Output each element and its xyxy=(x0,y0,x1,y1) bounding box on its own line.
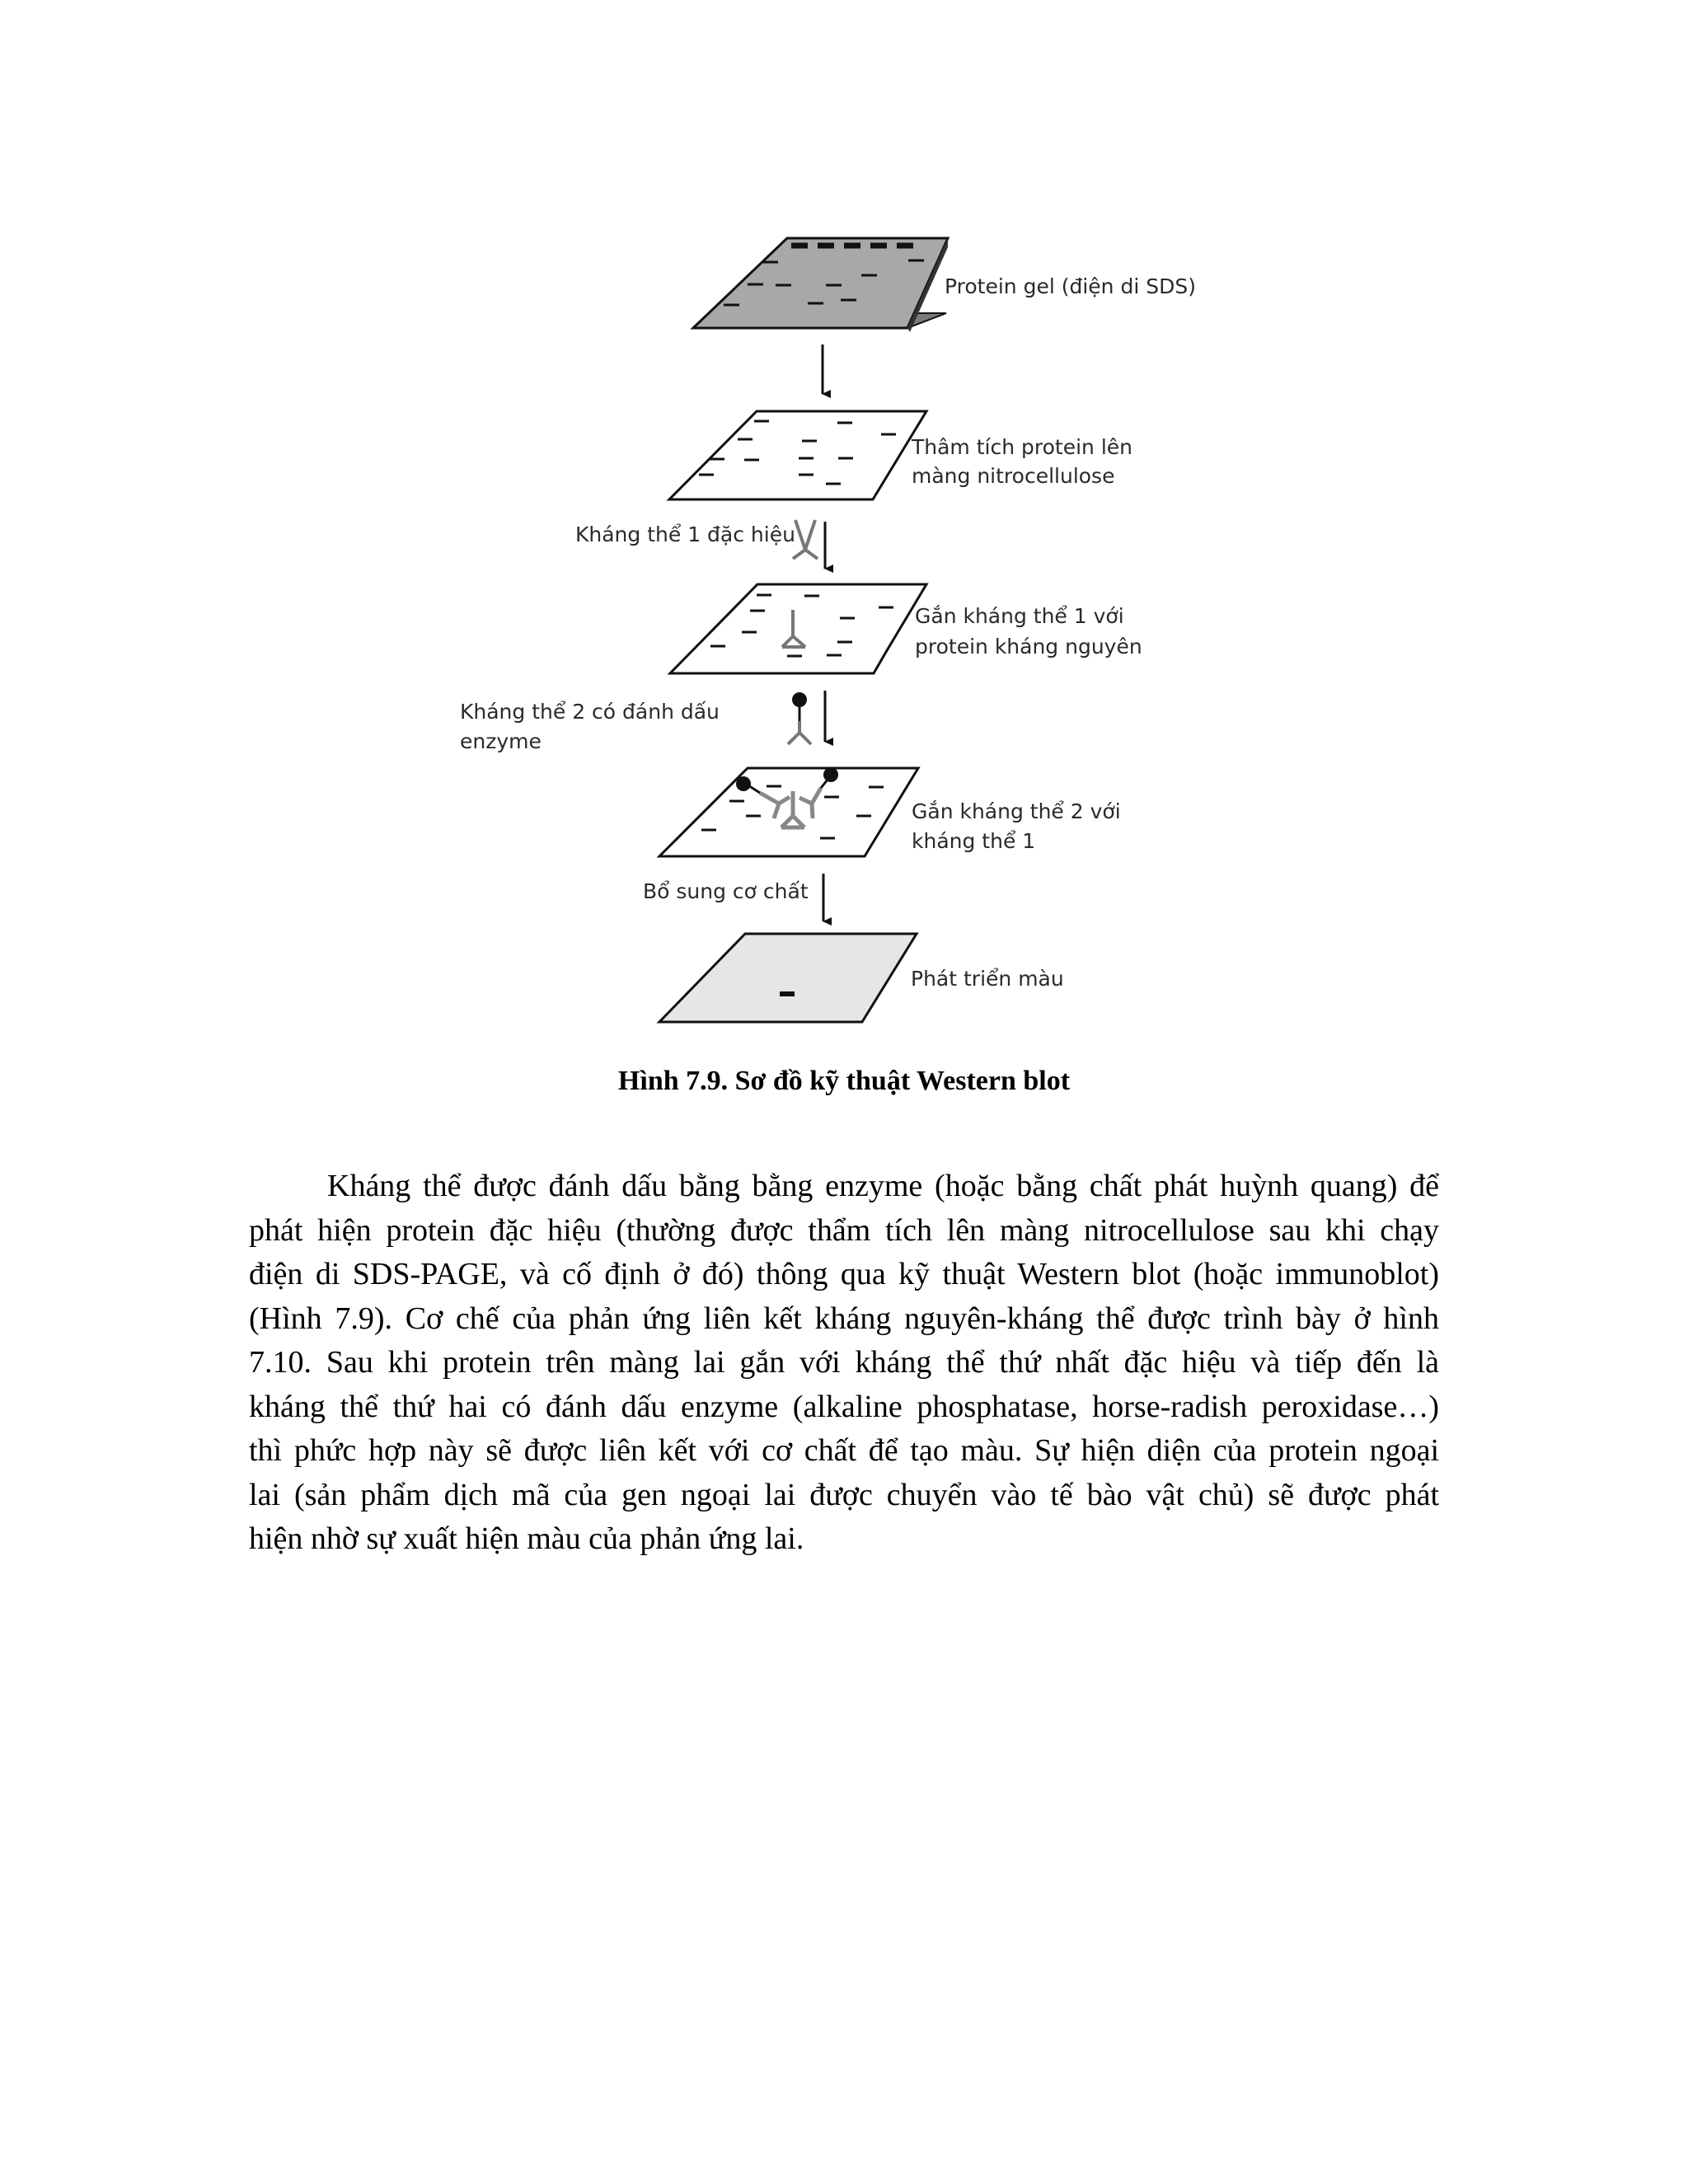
bind2-label-line1: Gắn kháng thể 2 với xyxy=(912,799,1121,823)
western-blot-diagram xyxy=(0,0,1688,1038)
membrane-secondary-bound xyxy=(659,767,918,856)
gel-label: Protein gel (điện di SDS) xyxy=(945,274,1196,298)
paragraph-line: (Hình 7.9). Cơ chế của phản ứng liên kết kháng nguyên-kháng thể được trình bày ở hình xyxy=(249,1301,1439,1336)
ab2-label-line2: enzyme xyxy=(460,729,542,753)
bind1-label-line1: Gắn kháng thể 1 với xyxy=(915,604,1124,628)
membrane-primary-bound xyxy=(670,584,926,673)
protein-gel xyxy=(693,238,948,332)
blot-label-line1: Thâm tích protein lên xyxy=(912,435,1133,459)
blot-label-line2: màng nitrocellulose xyxy=(912,464,1115,488)
substrate-label: Bổ sung cơ chất xyxy=(643,879,809,903)
paragraph-line: 7.10. Sau khi protein trên màng lai gắn với kháng thể thứ nhất đặc hiệu và tiếp đến là xyxy=(249,1345,1439,1380)
ab2-label-line1: Kháng thể 2 có đánh dấu xyxy=(460,700,720,724)
body-paragraph xyxy=(249,1165,1439,1562)
paragraph-line: Kháng thể được đánh dấu bằng bằng enzyme (hoặc bằng chất phát huỳnh quang) để xyxy=(327,1169,1439,1203)
figure-caption: Hình 7.9. Sơ đồ kỹ thuật Western blot xyxy=(617,1066,1071,1096)
paragraph-line: kháng thể thứ hai có đánh dấu enzyme (alkaline phosphatase, horse-radish peroxidase…) xyxy=(249,1389,1439,1424)
antibody-2-enzyme-icon xyxy=(788,692,811,744)
developed-membrane xyxy=(659,934,917,1022)
paragraph-line: điện di SDS-PAGE, và cố định ở đó) thông qua kỹ thuật Western blot (hoặc immunoblot) xyxy=(249,1257,1439,1291)
bind2-label-line2: kháng thể 1 xyxy=(912,829,1036,853)
color-label: Phát triển màu xyxy=(911,967,1064,991)
nitrocellulose-membrane xyxy=(669,411,926,499)
paragraph-line: thì phức hợp này sẽ được liên kết với cơ chất để tạo màu. Sự hiện diện của protein ngoại xyxy=(249,1433,1439,1468)
paragraph-line: lai (sản phẩm dịch mã của gen ngoại lai được chuyển vào tế bào vật chủ) sẽ được phát xyxy=(249,1477,1439,1512)
paragraph-line: hiện nhờ sự xuất hiện màu của phản ứng lai. xyxy=(249,1521,804,1556)
antibody-1-icon xyxy=(793,520,818,559)
ab1-label: Kháng thể 1 đặc hiệu xyxy=(575,523,795,546)
paragraph-line: phát hiện protein đặc hiệu (thường được thẩm tích lên màng nitrocellulose sau khi chạy xyxy=(249,1212,1439,1248)
bind1-label-line2: protein kháng nguyên xyxy=(915,635,1142,658)
